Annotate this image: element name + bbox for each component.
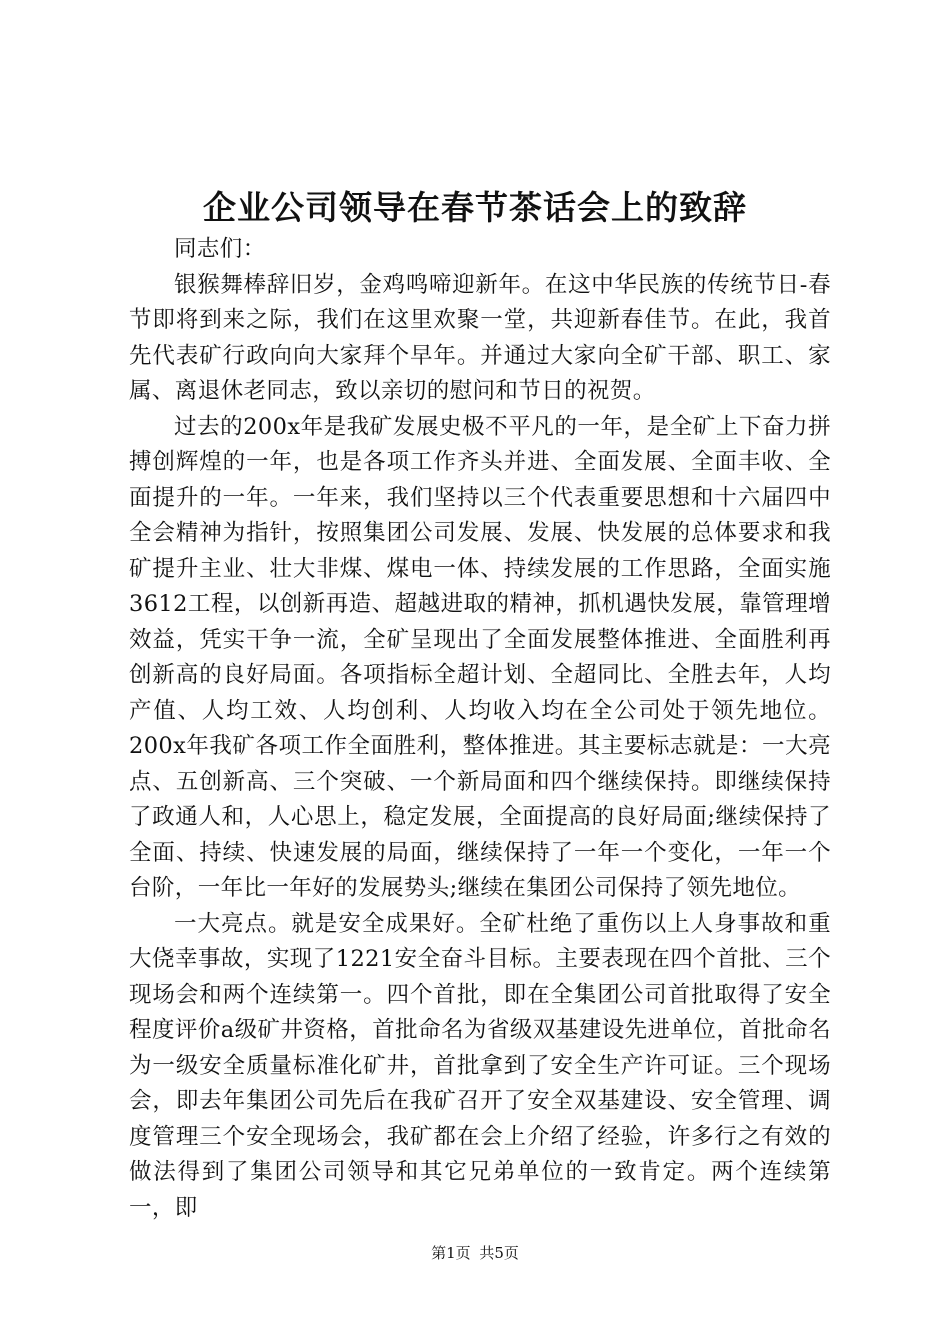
document-body	[129, 232, 831, 1226]
page-footer	[0, 1243, 950, 1263]
page-number: 第1页	[431, 1244, 471, 1262]
paragraph-highlight: 一大亮点。就是安全成果好。全矿杜绝了重伤以上人身事故和重大侥幸事故，实现了1221安全奋斗目标。主要表现在四个首批、三个现场会和两个连续第一。四个首批，即在全集团公司首批取得了安全程度评价a级矿井资格，首批命名为省级双基建设先进单位，首批命名为一级安全质量标准化矿井，首批拿到了安全生产许可证。三个现场会，即去年集团公司先后在我矿召开了安全双基建设、安全管理、调度管理三个安全现场会，我矿都在会上介绍了经验，许多行之有效的做法得到了集团公司领导和其它兄弟单位的一致肯定。两个连续第一，即	[129, 910, 831, 1221]
page-total: 共5页	[479, 1244, 519, 1262]
paragraph-greeting: 银猴舞棒辞旧岁，金鸡鸣啼迎新年。在这中华民族的传统节日-春节即将到来之际，我们在这里欢聚一堂，共迎新春佳节。在此，我首先代表矿行政向向大家拜个早年。并通过大家向全矿干部、职工、家属、离退休老同志，致以亲切的慰问和节日的祝贺。	[129, 271, 831, 404]
document-title: 企业公司领导在春节茶话会上的致辞	[203, 188, 747, 227]
salutation: 同志们：	[174, 236, 266, 262]
paragraph-review: 过去的200x年是我矿发展史极不平凡的一年，是全矿上下奋力拼搏创辉煌的一年，也是各项工作齐头并进、全面发展、全面丰收、全面提升的一年。一年来，我们坚持以三个代表重要思想和十六届四中全会精神为指针，按照集团公司发展、发展、快发展的总体要求和我矿提升主业、壮大非煤、煤电一体、持续发展的工作思路，全面实施3612工程，以创新再造、超越进取的精神，抓机遇快发展，靠管理增效益，凭实干争一流，全矿呈现出了全面发展整体推进、全面胜利再创新高的良好局面。各项指标全超计划、全超同比、全胜去年，人均产值、人均工效、人均创利、人均收入均在全公司处于领先地位。200x年我矿各项工作全面胜利，整体推进。其主要标志就是：一大亮点、五创新高、三个突破、一个新局面和四个继续保持。即继续保持了政通人和，人心思上，稳定发展，全面提高的良好局面;继续保持了全面、持续、快速发展的局面，继续保持了一年一个变化，一年一个台阶，一年比一年好的发展势头;继续在集团公司保持了领先地位。	[129, 413, 831, 901]
